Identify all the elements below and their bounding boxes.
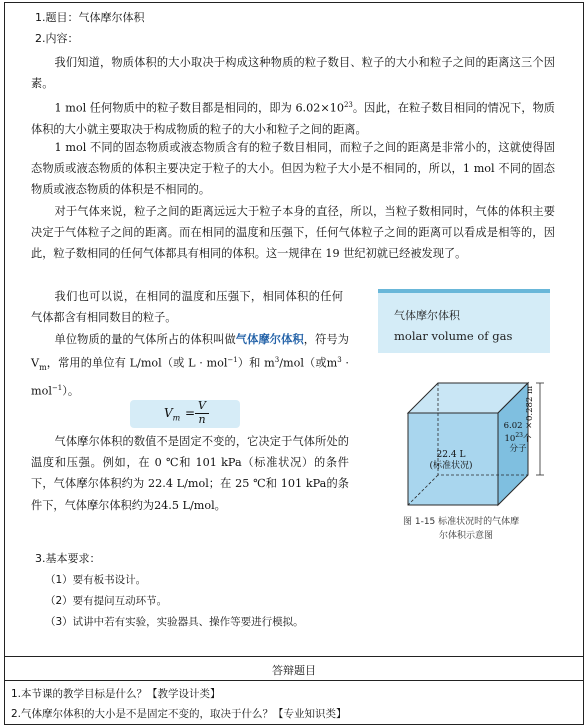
- formula-equals: =: [185, 406, 196, 420]
- formula-denominator: n: [198, 413, 206, 426]
- definition-box: [378, 293, 550, 353]
- section-divider-bottom: [5, 680, 583, 681]
- figure-caption: 图 1-15 标准状况时的气体摩 尔体积示意图: [403, 517, 520, 541]
- defense-question-1: 1.本节课的教学目标是什么？【教学设计类】: [11, 688, 221, 700]
- definition-term-en: molar volume of gas: [394, 329, 513, 343]
- formula-numerator: V: [198, 399, 206, 412]
- requirement-item-2: （2）要有提问互动环节。: [45, 595, 168, 607]
- defense-question-2: 2.气体摩尔体积的大小是不是固定不变的，取决于什么？【专业知识类】: [11, 708, 347, 720]
- keyword-molar-volume: 气体摩尔体积: [235, 332, 304, 346]
- paragraph-7: 气体摩尔体积的数值不是固定不变的，它决定于气体所处的温度和压强。例如，在 0 ℃和 101 kPa（标准状况）的条件下，气体摩尔体积约为 22.4 L/mol；在 25 ℃和 101 kPa的条件下，气体摩尔体积约为24.5 L/mol。: [31, 435, 349, 512]
- requirement-item-1: （1）要有板书设计。: [45, 574, 147, 586]
- paragraph-4: 对于气体来说，粒子之间的距离远远大于粒子本身的直径，所以，当粒子数相同时，气体的体积主要决定于气体粒子之间的距离。而在相同的温度和压强下，任何气体粒子之间的距离可以看成是相等的，因此，粒子数相同的任何气体都具有相同的体积。这一规律在 19 世纪初就已经被发现了。: [31, 205, 555, 261]
- cube-volume-label: 22.4 L (标准状况): [429, 450, 473, 471]
- defense-title: 答辩题目: [272, 664, 316, 677]
- requirement-item-3: （3）试讲中若有实验，实验器具、操作等要进行模拟。: [45, 616, 304, 628]
- paragraph-5: 我们也可以说，在相同的温度和压强下，相同体积的任何气体都含有相同数目的粒子。: [31, 290, 343, 325]
- topic-line: 1.题目：气体摩尔体积: [35, 11, 145, 24]
- formula-box: [130, 400, 240, 428]
- requirements-label: 3.基本要求：: [35, 552, 101, 565]
- paragraph-3: 1 mol 不同的固态物质或液态物质含有的粒子数目相同，而粒子之间的距离是非常小的，这就使得固态物质或液态物质的体积主要决定于粒子的大小。但因为粒子大小是不相同的，所以，1 mol 不同的固态物质或液态物质的体积是不相同的。: [31, 141, 555, 197]
- section-divider-top: [5, 656, 583, 657]
- paragraph-2: 1 mol 任何物质中的粒子数目都是相同的，即为 $6.02\times 10^{23}$。因此，在粒子数目相同的情况下，物质体积的大小就主要取决于构成物质的粒子的大小和粒子之间的距离。: [31, 101, 555, 136]
- document-sheet: [4, 2, 584, 725]
- paragraph-6: 单位物质的量的气体所占的体积叫做气体摩尔体积，符号为 $V_m$，常用的单位有 L/mol（或 L · mol$^{-1}$）和 $m^3/mol$（或$m^3 \cdot mol^{-1}$）。: [31, 332, 349, 399]
- paragraph-1: 我们知道，物质体积的大小取决于构成这种物质的粒子数目、粒子的大小和粒子之间的距离这三个因素。: [31, 56, 555, 91]
- definition-term-zh: 气体摩尔体积: [394, 309, 460, 322]
- formula-lhs: $V_m$: [164, 406, 181, 423]
- molar-volume-cube-figure: [400, 375, 565, 515]
- particle-count-label: 6.02 × $10^{23}$个 分子: [503, 421, 533, 454]
- edge-length-label: 0.282 m: [525, 385, 535, 421]
- content-label: 2.内容：: [35, 32, 79, 45]
